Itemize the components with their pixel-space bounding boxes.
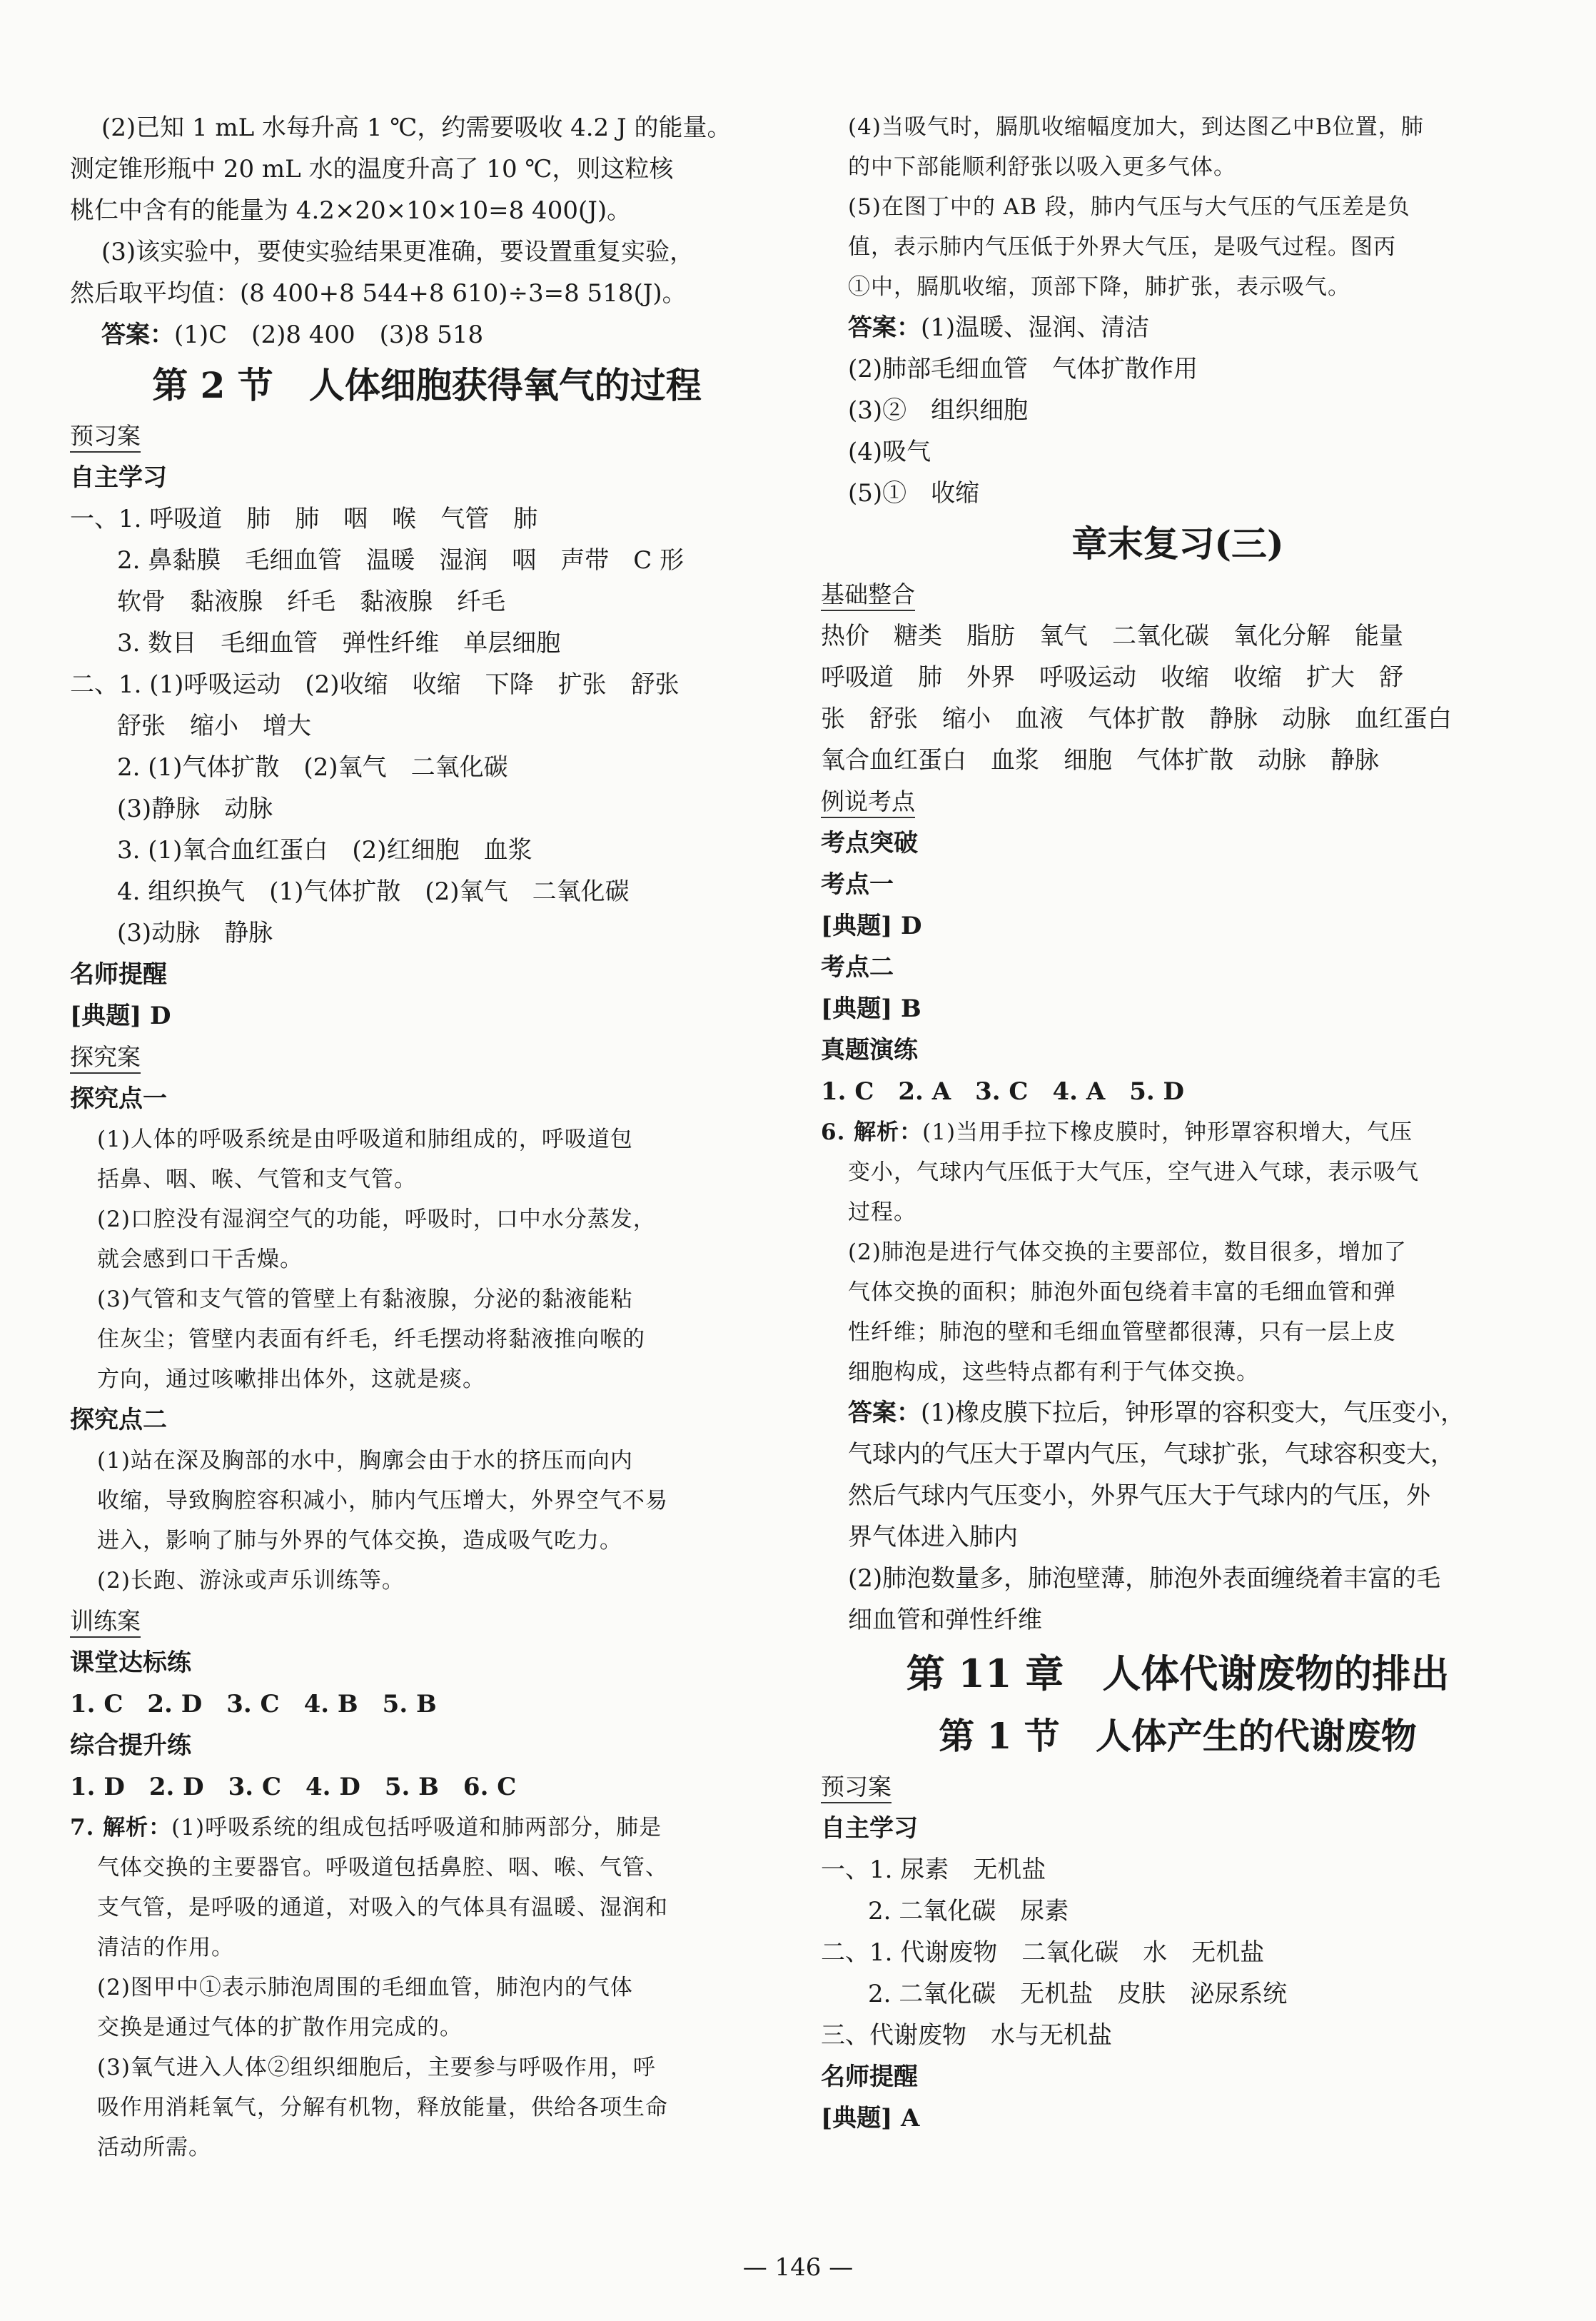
text-line: (3)氧气进入人体②组织细胞后，主要参与呼吸作用，呼 [97,2055,656,2080]
section-title: 第 2 节 人体细胞获得氧气的过程 [152,364,702,406]
answer-text: (1)温暖、湿润、清洁 [921,313,1150,342]
text-line: 清洁的作用。 [97,1935,234,1960]
text-line: 氧合血红蛋白 血浆 细胞 气体扩散 动脉 静脉 [821,746,1379,775]
real-answers: 1. C 2. A 3. C 4. A 5. D [821,1077,1185,1106]
text-line: 三、代谢废物 水与无机盐 [821,2021,1112,2050]
text-line: 桃仁中含有的能量为 4.2×20×10×10=8 400(J)。 [70,196,632,225]
text-line: 界气体进入肺内 [848,1523,1018,1551]
teacher-tip: [典题] A [821,2104,920,2133]
text-line: (2)已知 1 mL 水每升高 1 ℃，约需要吸收 4.2 J 的能量。 [101,114,732,142]
right-column [821,107,1535,2139]
class-practice-label: 课堂达标练 [70,1648,191,1677]
section-title: 第 1 节 人体产生的代谢废物 [939,1715,1417,1757]
text-line: (3)该实验中，要使实验结果更准确，要设置重复实验， [101,238,695,266]
q7-text: (1)呼吸系统的组成包括呼吸道和肺两部分，肺是 [171,1815,662,1841]
text-line: 收缩，导致胸腔容积减小，肺内气压增大，外界空气不易 [97,1488,668,1514]
teacher-tip-label: 名师提醒 [70,960,167,989]
text-line: 一、1. 尿素 无机盐 [821,1856,1046,1884]
text-line: 吸作用消耗氧气，分解有机物，释放能量，供给各项生命 [97,2095,668,2120]
chapter-title: 第 11 章 人体代谢废物的排出 [906,1651,1450,1696]
text-line: 支气管，是呼吸的通道，对吸入的气体具有温暖、湿润和 [97,1895,668,1920]
text-line: 气体交换的面积；肺泡外面包绕着丰富的毛细血管和弹 [848,1279,1396,1305]
text-line: 3. (1)氧合血红蛋白 (2)红细胞 血浆 [117,836,532,865]
text-line: (4)当吸气时，膈肌收缩幅度加大，到达图乙中B位置，肺 [848,114,1424,140]
text-line: 4. 组织换气 (1)气体扩散 (2)氧气 二氧化碳 [117,877,630,906]
q6-answer-line [821,1392,1535,1434]
review-title: 章末复习(三) [1071,523,1284,565]
text-line: 交换是通过气体的扩散作用完成的。 [97,2015,463,2040]
preview-label: 预习案 [821,1766,1535,1808]
point1-label: 考点一 [821,870,894,899]
text-line: (5)在图丁中的 AB 段，肺内气压与大气压的气压差是负 [848,194,1410,220]
text-line: 活动所需。 [97,2135,211,2160]
comprehensive-label: 综合提升练 [70,1731,191,1760]
text-line: 就会感到口干舌燥。 [97,1247,303,1272]
text-line: (1)人体的呼吸系统是由呼吸道和肺组成的，呼吸道包 [97,1127,633,1152]
answer-label: 答案： [101,321,174,349]
point2-answer: [典题] B [821,995,921,1023]
text-line: (2)口腔没有湿润空气的功能，呼吸时，口中水分蒸发， [97,1207,656,1232]
page-number: — 146 — [742,2253,854,2282]
self-study-label: 自主学习 [70,463,167,492]
text-line: (2)肺泡数量多，肺泡壁薄，肺泡外表面缠绕着丰富的毛 [848,1564,1441,1593]
explore1-label: 探究点一 [70,1084,167,1113]
answer-line [70,314,784,356]
text-line: (3)气管和支气管的管壁上有黏液腺，分泌的黏液能粘 [97,1287,633,1312]
answer-text: (1)C (2)8 400 (3)8 518 [174,321,484,349]
text-line: 测定锥形瓶中 20 mL 水的温度升高了 10 ℃，则这粒核 [70,155,674,183]
text-line: 方向，通过咳嗽排出体外，这就是痰。 [97,1366,485,1392]
text-line: 括鼻、咽、喉、气管和支气管。 [97,1167,417,1192]
text-line: 的中下部能顺利舒张以吸入更多气体。 [848,154,1236,180]
self-study-label: 自主学习 [821,1814,918,1843]
text-line: 住灰尘；管壁内表面有纤毛，纤毛摆动将黏液推向喉的 [97,1326,645,1352]
explore2-label: 探究点二 [70,1406,167,1434]
comprehensive-answers: 1. D 2. D 3. C 4. D 5. B 6. C [70,1773,517,1801]
text-line: 张 舒张 缩小 血液 气体扩散 静脉 动脉 血红蛋白 [821,705,1452,733]
text-line: 气球内的气压大于罩内气压，气球扩张，气球容积变大， [848,1440,1455,1469]
text-line: 3. 数目 毛细血管 弹性纤维 单层细胞 [117,629,561,658]
text-line: 性纤维；肺泡的壁和毛细血管壁都很薄，只有一层上皮 [848,1319,1396,1345]
text-line: 然后气球内气压变小，外界气压大于气球内的气压，外 [848,1481,1430,1510]
text-line: (1)站在深及胸部的水中，胸廓会由于水的挤压而向内 [97,1448,633,1474]
teacher-tip: [典题] D [70,1002,171,1030]
q7-line [70,1808,784,1848]
text-line: 细胞构成，这些特点都有利于气体交换。 [848,1359,1259,1385]
text-line: 细血管和弹性纤维 [848,1606,1042,1634]
breakthrough-label: 考点突破 [821,829,918,857]
explore-label: 探究案 [70,1037,784,1078]
q7-head: 7. 解析： [70,1815,172,1841]
q6-line [821,1112,1535,1152]
text-line: 二、1. 代谢废物 二氧化碳 水 无机盐 [821,1938,1265,1967]
text-line: 变小，气球内气压低于大气压，空气进入气球，表示吸气 [848,1159,1419,1185]
text-line: (2)长跑、游泳或声乐训练等。 [97,1568,405,1594]
text-line: (3)动脉 静脉 [117,919,273,947]
examples-label: 例说考点 [821,781,1535,822]
text-line: (2)肺部毛细血管 气体扩散作用 [848,355,1198,383]
text-line: (3)静脉 动脉 [117,795,273,823]
text-line: 软骨 黏液腺 纤毛 黏液腺 纤毛 [117,588,505,616]
text-line: 呼吸道 肺 外界 呼吸运动 收缩 收缩 扩大 舒 [821,663,1403,692]
preview-label: 预习案 [70,416,784,457]
text-line: 气体交换的主要器官。呼吸道包括鼻腔、咽、喉、气管、 [97,1855,668,1881]
text-line: 过程。 [848,1199,916,1225]
q6-head: 6. 解析： [821,1119,923,1145]
text-line: 值，表示肺内气压低于外界大气压，是吸气过程。图丙 [848,234,1396,260]
text-line: 然后取平均值：(8 400+8 544+8 610)÷3=8 518(J)。 [70,279,687,308]
class-practice-answers: 1. C 2. D 3. C 4. B 5. B [70,1690,437,1718]
text-line: 二、1. (1)呼吸运动 (2)收缩 收缩 下降 扩张 舒张 [70,670,680,699]
text-line: (4)吸气 [848,438,931,466]
text-line: 2. (1)气体扩散 (2)氧气 二氧化碳 [117,753,508,782]
answer-text: (1)橡皮膜下拉后，钟形罩的容积变大，气压变小， [921,1399,1465,1427]
text-line: (2)肺泡是进行气体交换的主要部位，数目很多，增加了 [848,1239,1407,1265]
text-line: ①中，膈肌收缩，顶部下降，肺扩张，表示吸气。 [848,274,1350,300]
left-column [70,107,784,2168]
answer-label: 答案： [848,1399,921,1427]
teacher-tip-label: 名师提醒 [821,2063,918,2091]
text-line: 一、1. 呼吸道 肺 肺 咽 喉 气管 肺 [70,505,538,533]
training-label: 训练案 [70,1601,784,1642]
answer-line [821,307,1535,348]
point2-label: 考点二 [821,953,894,982]
text-line: 舒张 缩小 增大 [117,712,311,740]
text-line: (3)② 组织细胞 [848,396,1029,425]
text-line: 2. 二氧化碳 无机盐 皮肤 泌尿系统 [868,1980,1288,2008]
text-line: 进入，影响了肺与外界的气体交换，造成吸气吃力。 [97,1528,622,1554]
point1-answer: [典题] D [821,912,922,940]
answer-label: 答案： [848,313,921,342]
text-line: 2. 二氧化碳 尿素 [868,1897,1069,1925]
basics-label: 基础整合 [821,574,1535,615]
text-line: 2. 鼻黏膜 毛细血管 温暖 湿润 咽 声带 C 形 [117,546,685,575]
text-line: (5)① 收缩 [848,479,980,508]
q6-text: (1)当用手拉下橡皮膜时，钟形罩容积增大，气压 [922,1119,1413,1145]
text-line: (2)图甲中①表示肺泡周围的毛细血管，肺泡内的气体 [97,1975,633,2000]
real-label: 真题演练 [821,1036,918,1064]
text-line: 热价 糖类 脂肪 氧气 二氧化碳 氧化分解 能量 [821,622,1403,650]
